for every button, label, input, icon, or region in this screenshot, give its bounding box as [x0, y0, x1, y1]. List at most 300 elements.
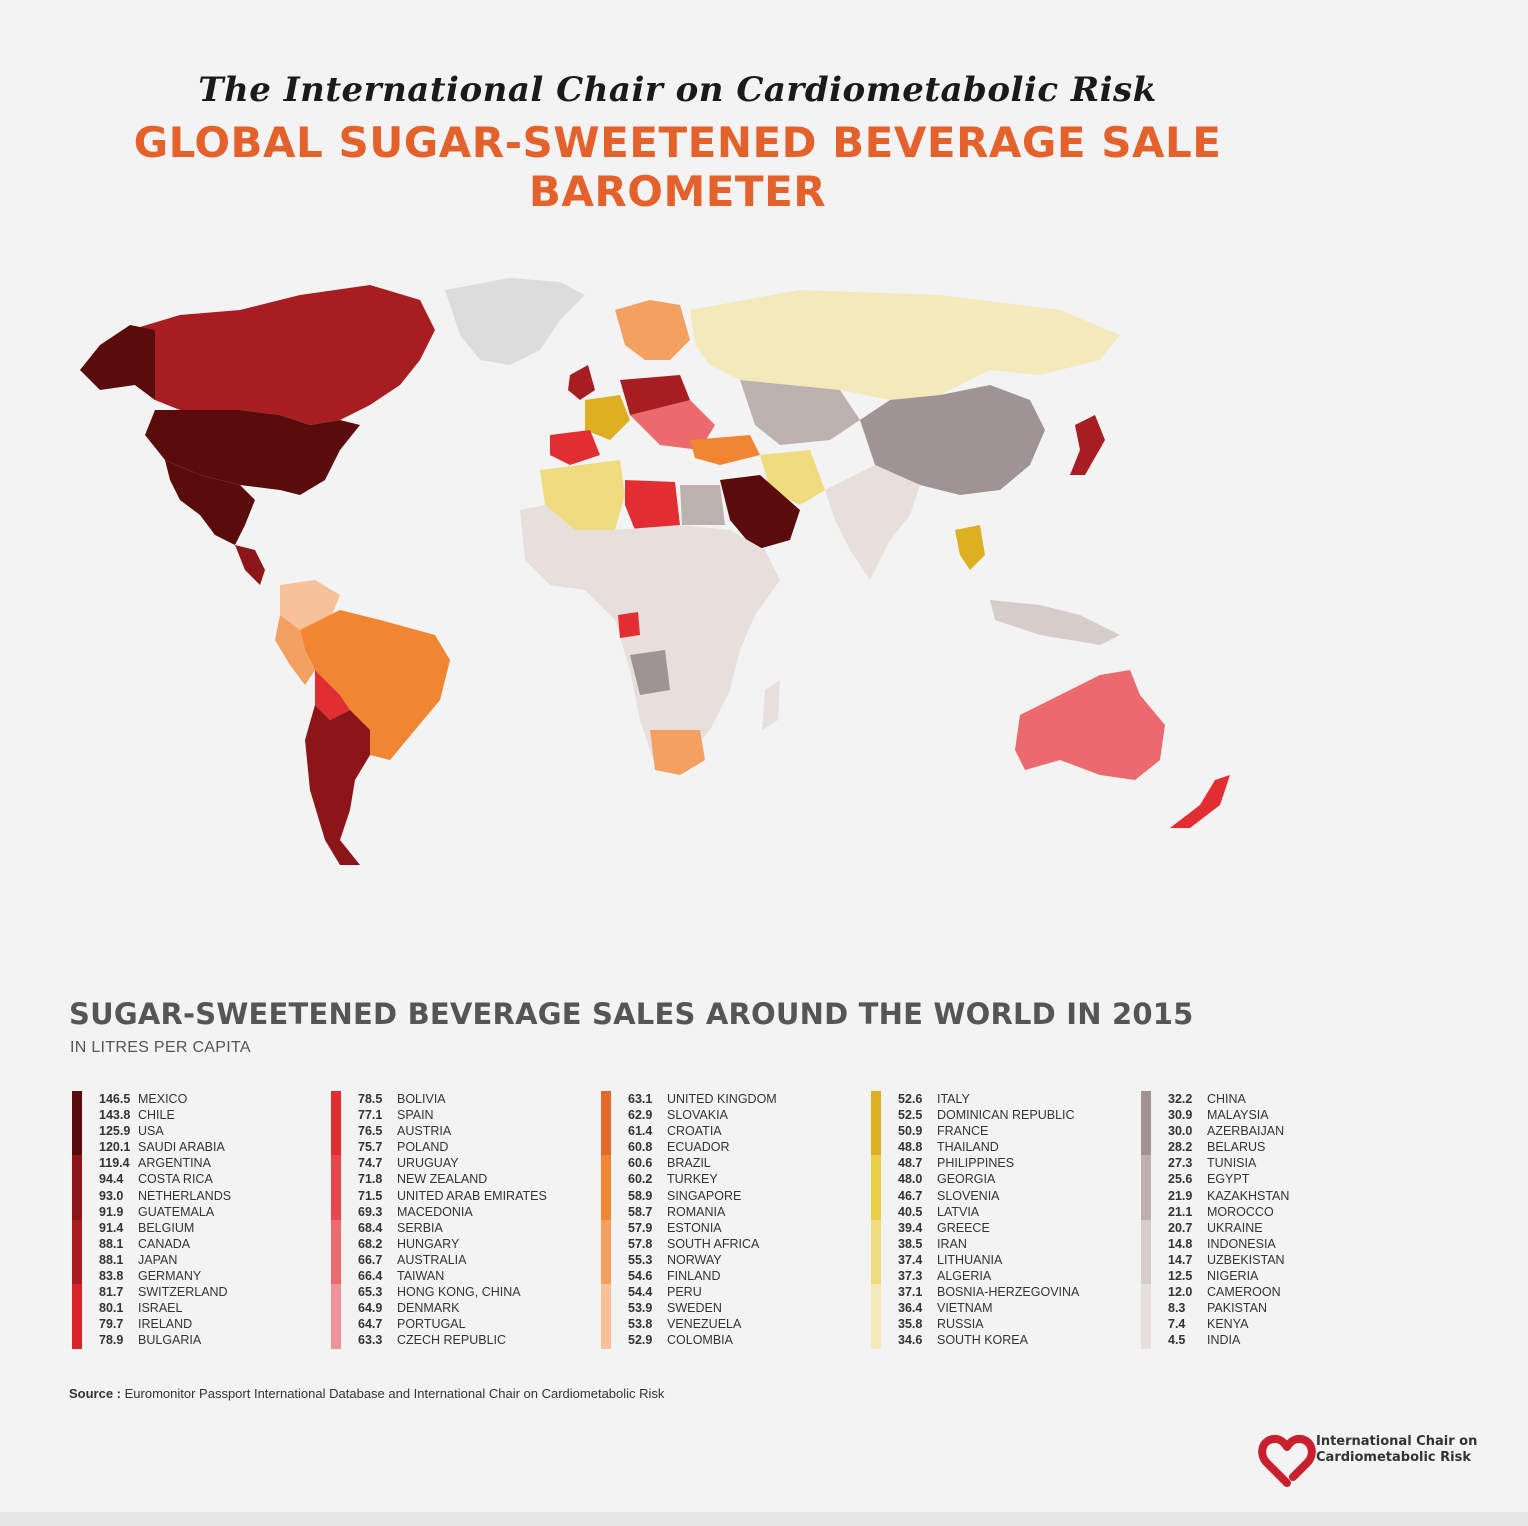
legend-swatch [331, 1236, 341, 1252]
legend-value: 93.0 [99, 1188, 124, 1203]
legend-value: 58.9 [628, 1188, 653, 1203]
legend-country: NEW ZEALAND [397, 1172, 488, 1187]
legend-swatch [1141, 1300, 1151, 1316]
legend-swatch [72, 1123, 82, 1139]
legend-value: 8.3 [1168, 1301, 1186, 1316]
legend-country: SINGAPORE [667, 1188, 742, 1203]
legend-row [871, 1091, 1111, 1107]
legend-swatch [871, 1204, 881, 1220]
legend-swatch [601, 1107, 611, 1123]
region-turkey [690, 435, 760, 465]
legend-value: 53.8 [628, 1317, 653, 1332]
legend-swatch [1141, 1155, 1151, 1171]
legend-swatch [331, 1139, 341, 1155]
legend-country: AUSTRALIA [397, 1252, 467, 1267]
legend-row [1141, 1252, 1381, 1268]
legend-row [1141, 1316, 1381, 1332]
legend-swatch [871, 1316, 881, 1332]
legend-row [1141, 1300, 1381, 1316]
legend-value: 88.1 [99, 1236, 124, 1251]
legend-value: 68.4 [358, 1220, 383, 1235]
legend-row [331, 1204, 571, 1220]
legend-swatch [72, 1284, 82, 1300]
legend-country: DENMARK [397, 1301, 460, 1316]
legend-country: FINLAND [667, 1269, 721, 1284]
legend-country: CHINA [1207, 1092, 1246, 1106]
region-madagascar [762, 680, 780, 730]
legend-swatch [601, 1252, 611, 1268]
legend-value: 74.7 [358, 1156, 383, 1171]
legend-swatch [1141, 1316, 1151, 1332]
legend-country: CROATIA [667, 1124, 722, 1139]
legend-row [72, 1139, 312, 1155]
legend-row [331, 1268, 571, 1284]
legend-row [601, 1332, 841, 1348]
legend-country: VENEZUELA [667, 1317, 742, 1332]
legend-country: HUNGARY [397, 1236, 460, 1251]
legend-swatch [72, 1236, 82, 1252]
legend-value: 53.9 [628, 1301, 653, 1316]
region-spain [550, 430, 600, 465]
legend-country: ITALY [937, 1092, 970, 1106]
legend-row [871, 1268, 1111, 1284]
legend-swatch [601, 1236, 611, 1252]
legend-country: IRELAND [138, 1317, 193, 1332]
legend-value: 34.6 [898, 1333, 923, 1348]
legend-country: GEORGIA [937, 1172, 996, 1187]
legend-swatch [871, 1091, 881, 1107]
legend-row [72, 1123, 312, 1139]
legend-swatch [1141, 1091, 1151, 1107]
legend-swatch [871, 1220, 881, 1236]
legend-value: 69.3 [358, 1204, 383, 1219]
legend-swatch [1141, 1284, 1151, 1300]
legend-row [331, 1300, 571, 1316]
legend-country: UNITED ARAB EMIRATES [397, 1188, 547, 1203]
legend-country: INDONESIA [1207, 1236, 1276, 1251]
legend-swatch [601, 1204, 611, 1220]
legend-value: 4.5 [1168, 1333, 1186, 1348]
legend-country: VIETNAM [937, 1301, 993, 1316]
legend-country: BELARUS [1207, 1140, 1266, 1155]
header-subtitle: The International Chair on Cardiometabolic Risk [198, 70, 1157, 110]
legend-row [72, 1332, 312, 1348]
legend-swatch [72, 1171, 82, 1187]
legend-swatch [72, 1139, 82, 1155]
legend-value: 48.0 [898, 1172, 923, 1187]
legend-country: GERMANY [138, 1269, 202, 1284]
legend-swatch [1141, 1332, 1151, 1348]
legend-country: USA [138, 1124, 164, 1139]
legend-row [601, 1091, 841, 1107]
legend-row [601, 1316, 841, 1332]
legend-country: ROMANIA [667, 1204, 726, 1219]
legend-country: COLOMBIA [667, 1333, 733, 1348]
legend-country: HONG KONG, CHINA [397, 1285, 521, 1300]
legend-row [72, 1316, 312, 1332]
legend-country: INDIA [1207, 1333, 1241, 1348]
legend-value: 65.3 [358, 1285, 383, 1300]
heart-icon [1257, 1431, 1317, 1491]
legend-value: 55.3 [628, 1252, 653, 1267]
legend-country: SWEDEN [667, 1301, 722, 1316]
legend-swatch [331, 1091, 341, 1107]
legend-row [1141, 1204, 1381, 1220]
legend-value: 14.7 [1168, 1252, 1193, 1267]
legend-swatch [72, 1300, 82, 1316]
region-alaska [80, 325, 155, 400]
legend-swatch [331, 1155, 341, 1171]
legend-country: CZECH REPUBLIC [397, 1333, 507, 1348]
legend-swatch [72, 1091, 82, 1107]
legend-swatch [331, 1316, 341, 1332]
legend-value: 58.7 [628, 1204, 653, 1219]
legend-value: 39.4 [898, 1220, 923, 1235]
region-france [585, 395, 630, 440]
legend-column [1141, 1091, 1381, 1349]
legend-value: 37.1 [898, 1285, 923, 1300]
legend-value: 52.9 [628, 1333, 653, 1348]
legend-row [871, 1123, 1111, 1139]
legend-swatch [72, 1316, 82, 1332]
legend-swatch [871, 1332, 881, 1348]
legend-value: 57.9 [628, 1220, 653, 1235]
legend-country: TURKEY [667, 1172, 718, 1187]
legend-row [1141, 1284, 1381, 1300]
legend-value: 119.4 [99, 1156, 130, 1171]
legend-country: ESTONIA [667, 1220, 722, 1235]
legend-swatch [871, 1236, 881, 1252]
legend-country: UNITED KINGDOM [667, 1092, 777, 1106]
legend-country: CHILE [138, 1108, 175, 1123]
legend-row [871, 1252, 1111, 1268]
legend-row [331, 1171, 571, 1187]
legend-swatch [871, 1284, 881, 1300]
legend-row [601, 1252, 841, 1268]
legend-swatch [601, 1220, 611, 1236]
legend-country: ECUADOR [667, 1140, 730, 1155]
legend-value: 52.5 [898, 1108, 923, 1123]
legend-swatch [331, 1204, 341, 1220]
legend-country: NIGERIA [1207, 1269, 1259, 1284]
legend-row [601, 1139, 841, 1155]
legend-country: MOROCCO [1207, 1204, 1274, 1219]
region-new-zealand [1170, 775, 1230, 828]
legend-country: NETHERLANDS [138, 1188, 232, 1203]
legend-swatch [871, 1252, 881, 1268]
legend-swatch [601, 1284, 611, 1300]
legend-value: 36.4 [898, 1301, 923, 1316]
logo-line-2: Cardiometabolic Risk [1316, 1450, 1471, 1465]
legend-value: 37.3 [898, 1269, 923, 1284]
legend-swatch [871, 1139, 881, 1155]
legend-swatch [601, 1171, 611, 1187]
legend-row [72, 1300, 312, 1316]
legend-value: 120.1 [99, 1140, 131, 1155]
legend-row [871, 1107, 1111, 1123]
legend-value: 14.8 [1168, 1236, 1193, 1251]
legend-swatch [331, 1123, 341, 1139]
legend-row [331, 1316, 571, 1332]
legend-country: MALAYSIA [1207, 1108, 1269, 1123]
legend-country: AUSTRIA [397, 1124, 452, 1139]
legend-swatch [1141, 1252, 1151, 1268]
legend-country: PHILIPPINES [937, 1156, 1015, 1171]
legend-swatch [601, 1268, 611, 1284]
legend-value: 60.6 [628, 1156, 653, 1171]
legend-column [871, 1091, 1111, 1349]
legend-row [72, 1171, 312, 1187]
legend-swatch [871, 1188, 881, 1204]
legend-row [72, 1204, 312, 1220]
legend-country: SLOVENIA [937, 1188, 1000, 1203]
legend-value: 60.8 [628, 1140, 653, 1155]
legend-value: 38.5 [898, 1236, 923, 1251]
legend-swatch [331, 1188, 341, 1204]
legend-row [72, 1188, 312, 1204]
legend-swatch [871, 1123, 881, 1139]
legend-row [1141, 1171, 1381, 1187]
legend-country: ISRAEL [138, 1301, 183, 1316]
legend-country: KENYA [1207, 1317, 1249, 1332]
logo-line-1: International Chair on [1316, 1434, 1478, 1449]
world-map-svg [40, 250, 1280, 890]
legend-swatch [1141, 1139, 1151, 1155]
legend-country: UKRAINE [1207, 1220, 1263, 1235]
legend-country: PAKISTAN [1207, 1301, 1267, 1316]
legend-row [331, 1123, 571, 1139]
legend-value: 66.7 [358, 1252, 383, 1267]
region-thailand [955, 525, 985, 570]
legend-row [72, 1107, 312, 1123]
legend-swatch [1141, 1268, 1151, 1284]
legend-swatch [1141, 1204, 1151, 1220]
legend-value: 32.2 [1168, 1092, 1193, 1106]
legend-country: TUNISIA [1207, 1156, 1257, 1171]
legend-swatch [1141, 1123, 1151, 1139]
legend-value: 35.8 [898, 1317, 923, 1332]
legend-value: 63.3 [358, 1333, 383, 1348]
legend-value: 46.7 [898, 1188, 923, 1203]
legend-country: SWITZERLAND [138, 1285, 228, 1300]
legend-value: 48.7 [898, 1156, 923, 1171]
legend-row [601, 1268, 841, 1284]
legend-swatch [871, 1171, 881, 1187]
header-title: GLOBAL SUGAR-SWEETENED BEVERAGE SALE BAROMETER [133, 118, 1222, 216]
footer-bar [0, 1512, 1528, 1526]
legend-swatch [72, 1220, 82, 1236]
legend-country: TAIWAN [397, 1269, 445, 1284]
legend-swatch [601, 1155, 611, 1171]
legend-row [601, 1220, 841, 1236]
legend-row [871, 1332, 1111, 1348]
legend-country: PERU [667, 1285, 702, 1300]
legend-country: ARGENTINA [138, 1156, 211, 1171]
legend-swatch [72, 1155, 82, 1171]
legend-swatch [72, 1188, 82, 1204]
legend-row [871, 1300, 1111, 1316]
legend-country: ALGERIA [937, 1269, 992, 1284]
legend-country: DOMINICAN REPUBLIC [937, 1108, 1075, 1123]
region-gabon [618, 612, 640, 638]
legend-swatch [871, 1155, 881, 1171]
legend-value: 12.5 [1168, 1269, 1193, 1284]
legend-row [601, 1236, 841, 1252]
legend-value: 66.4 [358, 1269, 383, 1284]
legend-row [1141, 1332, 1381, 1348]
legend-row [331, 1188, 571, 1204]
legend-swatch [871, 1300, 881, 1316]
legend-row [1141, 1107, 1381, 1123]
legend-swatch [331, 1284, 341, 1300]
legend-value: 71.5 [358, 1188, 383, 1203]
legend-country: RUSSIA [937, 1317, 984, 1332]
legend-row [1141, 1220, 1381, 1236]
legend-row [1141, 1268, 1381, 1284]
legend-swatch [331, 1107, 341, 1123]
legend-row [871, 1155, 1111, 1171]
legend-row [72, 1220, 312, 1236]
legend-value: 27.3 [1168, 1156, 1193, 1171]
legend-value: 81.7 [99, 1285, 124, 1300]
legend-country: KAZAKHSTAN [1207, 1188, 1290, 1203]
legend-row [1141, 1123, 1381, 1139]
legend-swatch [331, 1171, 341, 1187]
legend-row [331, 1107, 571, 1123]
legend-swatch [331, 1300, 341, 1316]
legend-row [871, 1139, 1111, 1155]
legend-country: UZBEKISTAN [1207, 1252, 1285, 1267]
legend-row [72, 1091, 312, 1107]
legend-country: CANADA [138, 1236, 191, 1251]
legend-swatch [331, 1252, 341, 1268]
region-egypt [680, 485, 725, 525]
legend-country: CAMEROON [1207, 1285, 1281, 1300]
legend-value: 63.1 [628, 1092, 653, 1106]
legend-value: 61.4 [628, 1124, 653, 1139]
legend-swatch [601, 1188, 611, 1204]
legend-row [871, 1204, 1111, 1220]
legend-value: 60.2 [628, 1172, 653, 1187]
legend-country: AZERBAIJAN [1207, 1124, 1285, 1139]
icc-logo [1257, 1431, 1497, 1495]
legend-swatch [72, 1332, 82, 1348]
legend-swatch [1141, 1188, 1151, 1204]
legend-swatch [72, 1107, 82, 1123]
region-africa-central [520, 505, 780, 765]
legend-value: 77.1 [358, 1108, 383, 1123]
legend-row [871, 1284, 1111, 1300]
region-indonesia [990, 600, 1120, 645]
legend-value: 28.2 [1168, 1140, 1193, 1155]
legend-row [72, 1252, 312, 1268]
legend-country: PORTUGAL [397, 1317, 466, 1332]
legend-row [1141, 1139, 1381, 1155]
legend-value: 94.4 [99, 1172, 124, 1187]
legend-swatch [601, 1316, 611, 1332]
region-greenland [445, 278, 585, 365]
legend-swatch [601, 1139, 611, 1155]
legend-country: BOSNIA-HERZEGOVINA [937, 1285, 1080, 1300]
region-central-america [235, 545, 265, 585]
region-japan [1070, 415, 1105, 475]
region-india [825, 465, 920, 580]
legend-country: COSTA RICA [138, 1172, 213, 1187]
legend-swatch [871, 1107, 881, 1123]
legend-country: IRAN [937, 1236, 967, 1251]
legend-value: 12.0 [1168, 1285, 1193, 1300]
legend-value: 91.4 [99, 1220, 124, 1235]
legend-value: 64.7 [358, 1317, 383, 1332]
legend-value: 52.6 [898, 1092, 923, 1106]
legend-row [601, 1204, 841, 1220]
legend-value: 143.8 [99, 1108, 131, 1123]
legend-row [1141, 1155, 1381, 1171]
chart-title: SUGAR-SWEETENED BEVERAGE SALES AROUND THE WORLD IN 2015 [69, 997, 1194, 1031]
legend-value: 71.8 [358, 1172, 383, 1187]
legend-swatch [1141, 1236, 1151, 1252]
legend-row [601, 1188, 841, 1204]
legend-row [331, 1236, 571, 1252]
legend-value: 20.7 [1168, 1220, 1193, 1235]
legend-row [331, 1252, 571, 1268]
region-scandinavia [615, 300, 690, 360]
legend-row [871, 1220, 1111, 1236]
legend-country: GUATEMALA [138, 1204, 215, 1219]
legend-value: 79.7 [99, 1317, 124, 1332]
legend-value: 54.6 [628, 1269, 653, 1284]
legend-country: SAUDI ARABIA [138, 1140, 225, 1155]
legend-value: 40.5 [898, 1204, 923, 1219]
legend-country: BULGARIA [138, 1333, 202, 1348]
legend-swatch [1141, 1107, 1151, 1123]
legend-country: SOUTH AFRICA [667, 1236, 760, 1251]
legend-column [601, 1091, 841, 1349]
legend-country: SLOVAKIA [667, 1108, 728, 1123]
legend-swatch [1141, 1171, 1151, 1187]
legend-swatch [331, 1332, 341, 1348]
source-note [69, 1386, 664, 1401]
legend-value: 48.8 [898, 1140, 923, 1155]
legend-country: FRANCE [937, 1124, 989, 1139]
legend-row [601, 1107, 841, 1123]
region-argentina [305, 705, 370, 865]
chart-unit: IN LITRES PER CAPITA [70, 1039, 251, 1056]
legend-country: LATVIA [937, 1204, 980, 1219]
legend-country: THAILAND [937, 1140, 999, 1155]
legend-row [331, 1332, 571, 1348]
legend-country: BOLIVIA [397, 1092, 446, 1106]
legend-row [1141, 1236, 1381, 1252]
legend-value: 146.5 [99, 1092, 131, 1106]
legend-country: GREECE [937, 1220, 990, 1235]
legend-value: 125.9 [99, 1124, 131, 1139]
legend-country: JAPAN [138, 1252, 178, 1267]
logo-text [1316, 1434, 1477, 1466]
legend-swatch [72, 1268, 82, 1284]
legend-value: 78.9 [99, 1333, 124, 1348]
region-libya [625, 480, 680, 530]
legend-row [871, 1316, 1111, 1332]
legend-row [871, 1188, 1111, 1204]
legend-row [601, 1155, 841, 1171]
legend-value: 64.9 [358, 1301, 383, 1316]
legend-swatch [72, 1204, 82, 1220]
legend-value: 75.7 [358, 1140, 383, 1155]
legend-value: 88.1 [99, 1252, 124, 1267]
legend-row [331, 1220, 571, 1236]
legend-row [72, 1284, 312, 1300]
